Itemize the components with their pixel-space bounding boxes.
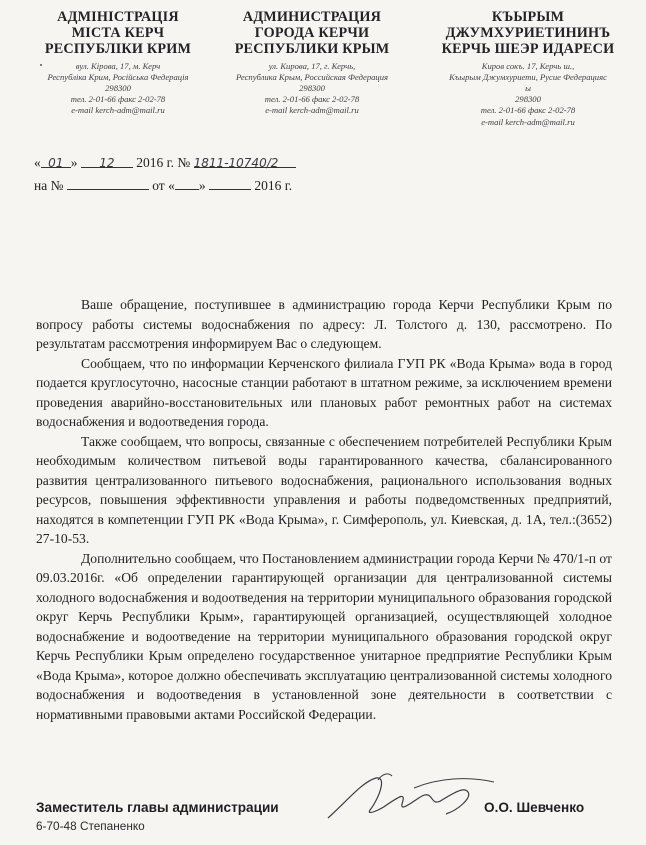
letterhead-tt-country: Къырым Джумхуриети, Русие Федерацияс <box>449 71 607 82</box>
ref-from: от « <box>152 178 175 193</box>
body-paragraph-4: Дополнительно сообщаем, что Постановлением администрации города Керчи № 470/1-п от 09.03.2016г. «Об определении гарантирующей организации для централизованной системы холодного водоснабжения и водоотведения на территории муниципального образования городской округ Керчь Республики Крым», гарантирующей организацией, осуществляющей холодное водоснабжение и водоотведение на территории муниципального образования городской округ Керчь Республики Крым определено государственное унитарное предприятие Республики Крым «Вода Крыма», которое должно обеспечивать эксплуатацию централизованной системы холодного водоснабжения и водоотведения в установленной зоне деятельности в соответствии с нормативными правовыми актами Российской Федерации. <box>36 550 612 722</box>
reg-month: 12 <box>99 156 115 170</box>
body-paragraph-1: Ваше обращение, поступившее в администрацию города Керчи Республики Крым по вопросу работы системы водоснабжения по адресу: Л. Толстого д. 130, рассмотрено. По результатам рассмотрения информируем Вас о следующем. <box>36 297 612 351</box>
ref-year: 2016 г. <box>254 178 293 193</box>
reg-number-label: № <box>177 155 191 170</box>
ref-close: » <box>198 178 206 193</box>
letterhead-ua-address: вул. Кірова, 17, м. Керч <box>75 60 161 71</box>
body-paragraph-2: Сообщаем, что по информации Керченского филиала ГУП РК «Вода Крыма» вода в город подается круглосуточно, насосные станции работают в штатном режиме, за исключением времени проведения аварийно-восстановительных или плановых работ ремонтных работ на системах водоснабжения и водоотведения города. <box>36 355 612 429</box>
letterhead-ua-country: Республіка Крим, Російська Федерація <box>47 71 189 82</box>
signatory-name: О.О. Шевченко <box>484 800 585 815</box>
letterhead-tt-phone: тел. 2-01-66 факс 2-02-78 <box>480 105 576 116</box>
letterhead-ru-address: ул. Кирова, 17, г. Керчь, <box>268 60 356 71</box>
letterhead-ua-email: e-mail kerch-adm@mail.ru <box>71 105 165 116</box>
letterhead-ru-line-1: АДМИНИСТРАЦИЯ <box>242 9 382 25</box>
reference-reg-line <box>34 177 292 194</box>
letterhead-tt-country-cont: ы <box>525 83 531 94</box>
ref-number-blank <box>67 177 149 190</box>
handwritten-signature <box>318 770 508 832</box>
letterhead-tt-line-2: ДЖУМХУРИЕТИНИНЪ <box>445 24 611 41</box>
letterhead-ru-line-3: РЕСПУБЛИКИ КРЫМ <box>234 40 390 57</box>
ref-month-blank <box>209 177 251 190</box>
signatory-position: Заместитель главы администрации <box>36 800 279 815</box>
letter-body <box>36 295 612 724</box>
letterhead-crimean-tatar <box>418 10 638 128</box>
letterhead-ru-postcode: 298300 <box>299 83 325 94</box>
reg-number: 1811-10740/2 <box>193 156 279 170</box>
ref-prefix: на № <box>34 178 64 193</box>
executor-contact: 6-70-48 Степаненко <box>36 819 145 833</box>
scan-speck <box>40 64 42 66</box>
letterhead-ru-phone: тел. 2-01-66 факс 2-02-78 <box>264 94 360 105</box>
outgoing-reg-line: « 01 » 12 2016 г. № 1811-10740/2 <box>34 155 296 171</box>
body-paragraph-3: Также сообщаем, что вопросы, связанные с обеспечением потребителей Республики Крым необходимым количеством питьевой воды гарантированного качества, сбалансированного развития централизованного питьевого водоснабжения, рационального использования водных ресурсов, повышения эффективности управления и работы подведомственных предприятий, находятся в компетенции ГУП РК «Вода Крыма», г. Симферополь, ул. Киевская, д. 1А, тел.:(3652) 27-10-53. <box>36 433 612 546</box>
letterhead-tt-email: e-mail kerch-adm@mail.ru <box>481 116 575 127</box>
letterhead-ua-phone: тел. 2-01-66 факс 2-02-78 <box>70 94 166 105</box>
letterhead-ru-country: Республика Крым, Российская Федерация <box>235 71 389 82</box>
letterhead-ua-line-2: МІСТА КЕРЧ <box>71 24 165 41</box>
ref-day-blank <box>175 177 199 190</box>
reg-day: 01 <box>48 156 64 170</box>
letterhead-ukrainian <box>18 10 218 117</box>
letterhead-ua-line-1: АДМІНІСТРАЦІЯ <box>57 9 179 25</box>
letterhead-tt-postcode: 298300 <box>515 94 541 105</box>
letterhead-tt-line-1: КЪЫРЫМ <box>491 9 565 25</box>
letterhead-ru-email: e-mail kerch-adm@mail.ru <box>265 105 359 116</box>
letterhead-ua-postcode: 298300 <box>105 83 131 94</box>
letterhead-russian <box>222 10 402 117</box>
letterhead-tt-address: Киров сокъ. 17, Керчь ш., <box>481 60 575 71</box>
letterhead-tt-line-3: КЕРЧЬ ШЕЭР ИДАРЕСИ <box>441 40 615 57</box>
letterhead-ua-line-3: РЕСПУБЛІКИ КРИМ <box>44 40 192 57</box>
letterhead-ru-line-2: ГОРОДА КЕРЧИ <box>254 24 370 41</box>
reg-year: 2016 г. <box>136 155 175 170</box>
